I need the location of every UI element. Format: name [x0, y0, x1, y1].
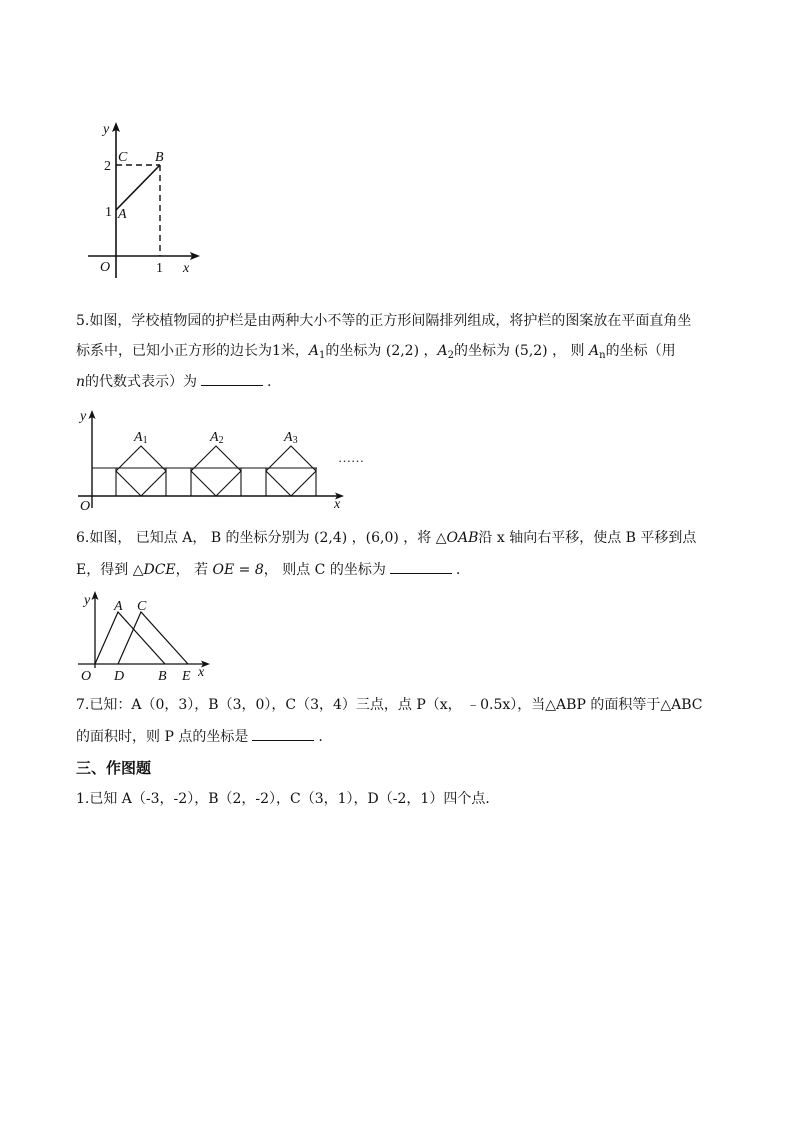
- q6-answer-blank[interactable]: [390, 559, 452, 574]
- label-e: E: [182, 669, 191, 683]
- figure-q6-triangles: [72, 588, 217, 683]
- a3-sub: 3: [292, 435, 298, 446]
- q5-line2: [76, 341, 676, 366]
- triangle-dce: [118, 612, 188, 664]
- label-x: x: [334, 497, 341, 512]
- q5-text: 的代数式表示）为: [85, 374, 198, 390]
- label-b: B: [155, 150, 164, 165]
- a2-letter: A: [210, 430, 219, 445]
- q6-line2: [76, 559, 460, 580]
- q6-line1: [76, 528, 696, 548]
- q5-An: [589, 343, 606, 359]
- q5-A1: [309, 343, 326, 359]
- label-o: O: [81, 669, 92, 683]
- a3-letter: A: [284, 430, 293, 445]
- q7-line2: [76, 726, 323, 747]
- q6-text: ， 则点 C 的坐标为: [263, 562, 386, 578]
- triangle-symbol: △: [435, 530, 447, 546]
- label-d: D: [114, 669, 125, 683]
- label-1-y: 1: [105, 205, 112, 220]
- q5-text: 标系中，已知小正方形的边长为1米，: [76, 343, 309, 359]
- a2-sub: 2: [218, 435, 224, 446]
- A2-letter: A: [437, 343, 448, 359]
- q5-answer-blank[interactable]: [201, 371, 263, 386]
- label-2: 2: [104, 159, 111, 174]
- label-a: A: [114, 599, 123, 614]
- label-y: y: [84, 593, 91, 608]
- triangle-symbol: △: [132, 562, 144, 578]
- label-o: O: [100, 260, 111, 275]
- label-x: x: [183, 261, 190, 276]
- label-b: B: [158, 669, 167, 683]
- continuation-dots: ……: [338, 450, 364, 465]
- q6-text: 6.如图， 已知点 A， B 的坐标分别为 (2,4) ，(6,0) ，将: [76, 530, 432, 546]
- A1-letter: A: [308, 343, 320, 359]
- q6-text: 沿 x 轴向右平移，使点 B 平移到点: [478, 530, 697, 546]
- q6-text: E，得到: [76, 562, 129, 578]
- An-letter: A: [589, 343, 600, 359]
- figure-q4-coordinate-plane: [80, 118, 205, 283]
- fence-lines: [92, 446, 317, 496]
- section-heading: 三、作图题: [76, 759, 152, 777]
- q5-period: .: [267, 374, 272, 390]
- q6-dce: DCE: [143, 562, 176, 578]
- q5-text: 的坐标（用: [605, 343, 676, 359]
- segment-ab: [116, 165, 160, 210]
- label-a2: [209, 430, 224, 446]
- q5-text: 的坐标为 (5,2) ， 则: [454, 343, 585, 359]
- q5-A2: [438, 343, 455, 359]
- q5-n: n: [76, 374, 86, 390]
- q7-period: .: [318, 729, 323, 745]
- A2-sub: 2: [447, 350, 454, 361]
- q6-text: ， 若: [175, 562, 209, 578]
- q6-period: .: [455, 562, 461, 578]
- q5-text: 的坐标为 (2,2) ，: [325, 343, 438, 359]
- label-1-x: 1: [156, 261, 163, 276]
- label-o: O: [80, 499, 91, 512]
- q5-line1: 5.如图，学校植物园的护栏是由两种大小不等的正方形间隔排列组成，将护栏的图案放在平面直角坐: [76, 313, 692, 329]
- label-y: y: [103, 122, 110, 137]
- A1-sub: 1: [319, 350, 326, 361]
- label-a1: [133, 430, 148, 446]
- a1-sub: 1: [142, 435, 148, 446]
- label-a3: [283, 430, 298, 446]
- q5-line3: [76, 371, 271, 392]
- section3-q1: 1.已知 A（-3，-2），B（2，-2），C（3，1），D（-2，1）四个点．: [76, 791, 500, 807]
- label-y: y: [80, 409, 87, 424]
- figure-q5-fence-pattern: [72, 404, 382, 512]
- label-c: C: [137, 599, 147, 614]
- label-x: x: [198, 665, 205, 680]
- q7-answer-blank[interactable]: [252, 726, 314, 741]
- label-a: A: [118, 207, 127, 222]
- q6-oe: OE = 8: [212, 562, 264, 578]
- An-sub: n: [599, 350, 606, 361]
- a1-letter: A: [134, 430, 143, 445]
- q7-line1: 7.已知：A（0，3），B（3，0），C（3，4）三点，点 P（x， ﹣0.5x），当△ABP 的面积等于△ABC: [76, 697, 703, 713]
- label-c: C: [118, 150, 128, 165]
- q6-oab: OAB: [446, 530, 479, 546]
- q7-text: 的面积时，则 P 点的坐标是: [76, 729, 249, 745]
